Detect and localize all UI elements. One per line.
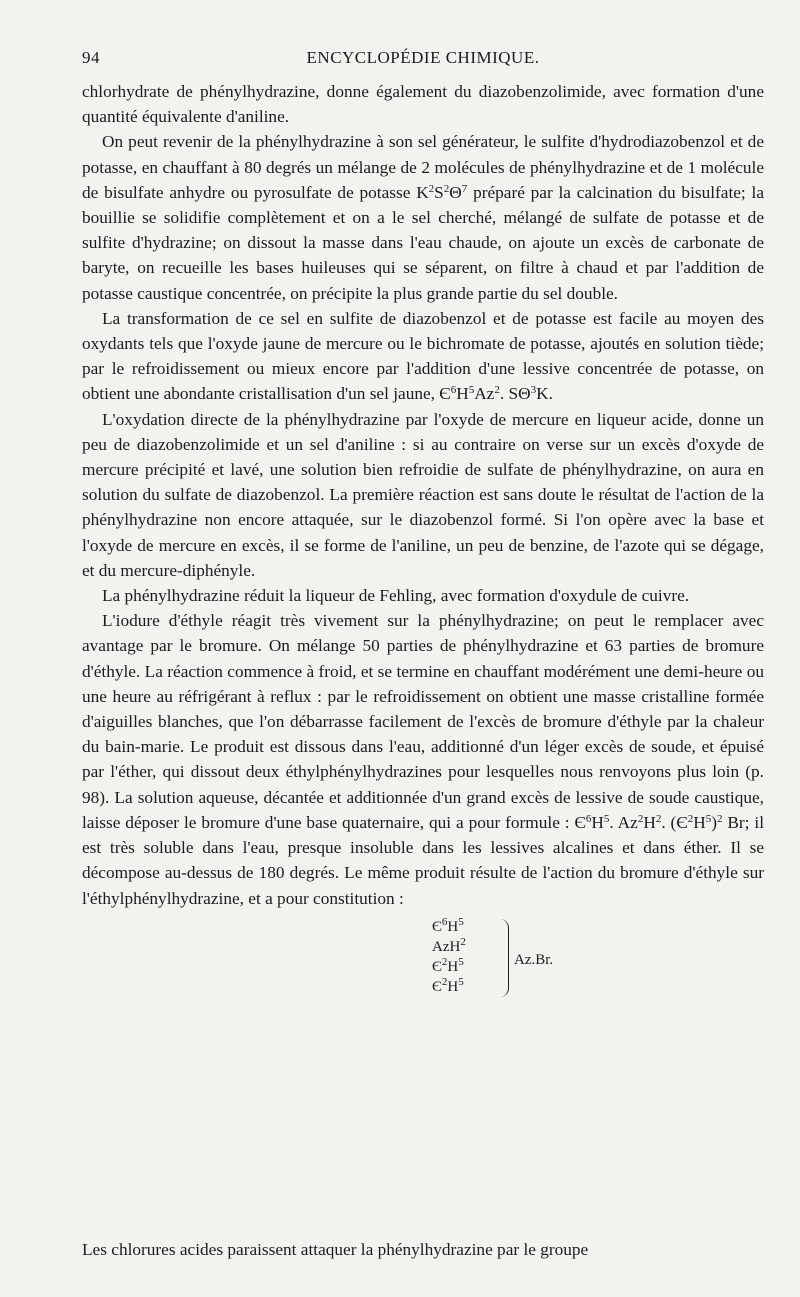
formula-row: $Є^6H^5$ [432,915,464,935]
page-number: 94 [82,48,100,67]
page-header [82,48,764,72]
paragraph-1: On peut revenir de la phénylhydrazine à son sel générateur, le sulfite d'hydrodiazobenzol et de potasse, en chauffant à 80 degrés un mélange de 2 molécules de phénylhydrazine et de 1 molécule de bisulfate anhydre ou pyrosulfate de potasse $K^2S^2\Theta^7$ préparé par la calcination du bisulfate; la bouillie se solidifie complètement et on a le sel cherché, mélangé de sulfate de potasse et de sulfite d'hydrazine; on dissout la masse dans l'eau chaude, on ajoute un excès de carbonate de baryte, on recueille les bases huileuses qui se séparent, on filtre à chaud et par l'addition de potasse caustique concentrée, on précipite la plus grande partie du sel double. [82,132,764,303]
formula-brace [500,919,509,997]
structural-formula [432,911,632,1011]
last-line: Les chlorures acides paraissent attaquer la phénylhydrazine par le groupe [82,1240,589,1259]
paragraph-5: L'iodure d'éthyle réagit très vivement sur la phénylhydrazine; on peut le remplacer avec avantage par le bromure. On mélange 50 parties de phénylhydrazine et 63 parties de bromure d'éthyle. La réaction commence à froid, et se termine en chauffant modérément une demi-heure ou une heure au réfrigérant à reflux : par le refroidissement on obtient une masse cristalline formée d'aiguilles blanches, que l'on débarrasse facilement de l'excès de bromure d'éthyle par la chaleur du bain-marie. Le produit est dissous dans l'eau, additionné d'un léger excès de soude, et épuisé par l'éther, qui dissout deux éthylphénylhydrazines pour lesquelles nous renvoyons plus loin (p. 98). La solution aqueuse, décantée et additionnée d'un grand excès de lessive de soude caustique, laisse déposer le bromure d'une base quaternaire, qui a pour formule : $Є^6H^5$. $Az^2H^2$. $(Є^2H^5)^2$ Br; il est très soluble dans l'eau, presque insoluble dans les lessives alcalines et dans éther. Il se décompose au-dessus de 180 degrés. Le même produit résulte de l'action du bromure d'éthyle sur l'éthylphénylhydrazine, et a pour constitution : [82,611,764,908]
formula-az-br: Az.Br. [514,951,554,968]
formula-rows [432,917,466,997]
formula-row: AzH$^2$ [432,935,466,955]
paragraph-2: La transformation de ce sel en sulfite de diazobenzol et de potasse est facile au moyen des oxydants tels que l'oxyde jaune de mercure ou le bichromate de potasse, ajoutés en solution tiède; par le refroidissement ou mieux encore par l'addition d'une lessive concentrée de potasse, on obtient une abondante cristallisation d'un sel jaune, $Є^6H^5Az^2$. $S\Theta^3K$. [82,308,764,404]
running-title: ENCYCLOPÉDIE CHIMIQUE. [306,48,540,67]
paragraph-0: chlorhydrate de phénylhydrazine, donne également du diazobenzolimide, avec formation d'une quantité équivalente d'aniline. [82,82,764,127]
paragraph-4: La phénylhydrazine réduit la liqueur de Fehling, avec formation d'oxydule de cuivre. [102,586,690,606]
formula-row: $Є^2H^5$ [432,975,464,995]
body-text [82,79,764,1011]
paragraph-3: L'oxydation directe de la phénylhydrazine par l'oxyde de mercure en liqueur acide, donne un peu de diazobenzolimide et un sel d'aniline : si au contraire on verse sur un excès d'oxyde de mercure précipité et lavé, une solution bien refroidie de sulfate de phénylhydrazine, on aura en solution du sulfate de diazobenzol. La première réaction est sans doute le résultat de l'action de la phénylhydrazine non encore attaquée, sur le diazobenzol formé. Si l'on opère avec la base et l'oxyde de mercure en excès, il se forme de l'aniline, un peu de benzine, de l'azote qui se dégage, et du mercure-diphényle. [82,409,764,580]
formula-row: $Є^2H^5$ [432,955,464,975]
